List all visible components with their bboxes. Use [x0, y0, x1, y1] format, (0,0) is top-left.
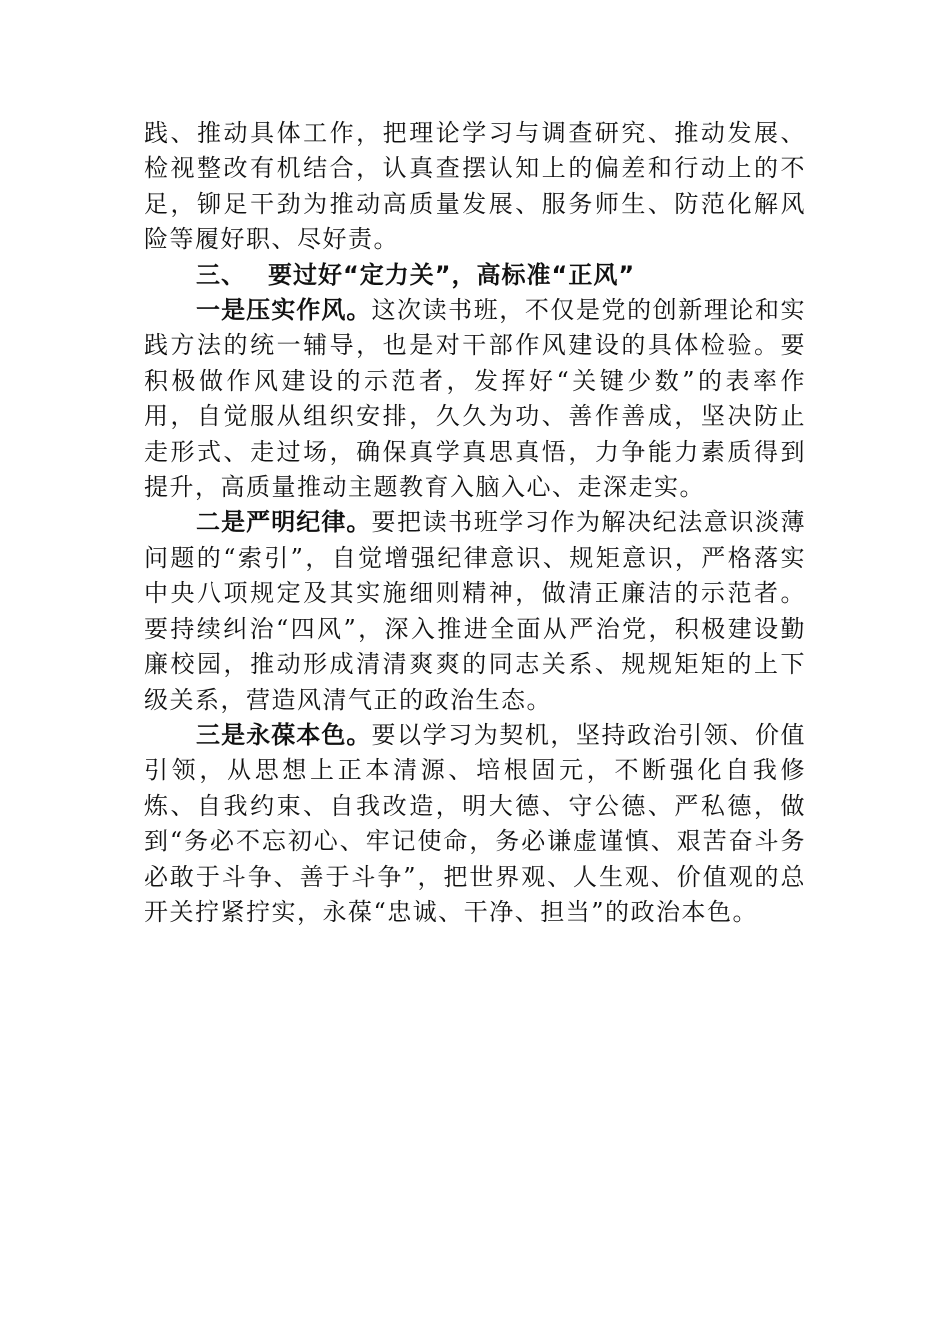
section-title: 要过好“定力关”，高标准“正风”: [268, 260, 636, 289]
section-heading: [144, 258, 806, 293]
paragraph-item: [144, 718, 806, 930]
paragraph-item: [144, 293, 806, 505]
item-lead: 二是严明纪律。: [196, 508, 372, 537]
item-body: 要把读书班学习作为解决纪法意识淡薄问题的“索引”，自觉增强纪律意识、规矩意识，严格落实中央八项规定及其实施细则精神，做清正廉洁的示范者。要持续纠治“四风”，深入推进全面从严治党，积极建设勤廉校园，推动形成清清爽爽的同志关系、规规矩矩的上下级关系，营造风清气正的政治生态。: [144, 508, 807, 714]
section-number: 三、: [196, 260, 246, 289]
item-lead: 三是永葆本色。: [196, 720, 372, 749]
document-page: [144, 116, 806, 930]
paragraph-item: [144, 505, 806, 717]
item-lead: 一是压实作风。: [196, 296, 372, 325]
intro-paragraph: 践、推动具体工作，把理论学习与调查研究、推动发展、检视整改有机结合，认真查摆认知上的偏差和行动上的不足，铆足干劲为推动高质量发展、服务师生、防范化解风险等履好职、尽好责。: [144, 119, 806, 254]
item-body: 这次读书班，不仅是党的创新理论和实践方法的统一辅导，也是对干部作风建设的具体检验。要积极做作风建设的示范者，发挥好“关键少数”的表率作用，自觉服从组织安排，久久为功、善作善成，坚决防止走形式、走过场，确保真学真思真悟，力争能力素质得到提升，高质量推动主题教育入脑入心、走深走实。: [144, 296, 807, 502]
item-body: 要以学习为契机，坚持政治引领、价值引领，从思想上正本清源、培根固元，不断强化自我修炼、自我约束、自我改造，明大德、守公德、严私德，做到“务必不忘初心、牢记使命，务必谦虚谨慎、艰苦奋斗务必敢于斗争、善于斗争”，把世界观、人生观、价值观的总开关拧紧拧实，永葆“忠诚、干净、担当”的政治本色。: [144, 720, 807, 926]
